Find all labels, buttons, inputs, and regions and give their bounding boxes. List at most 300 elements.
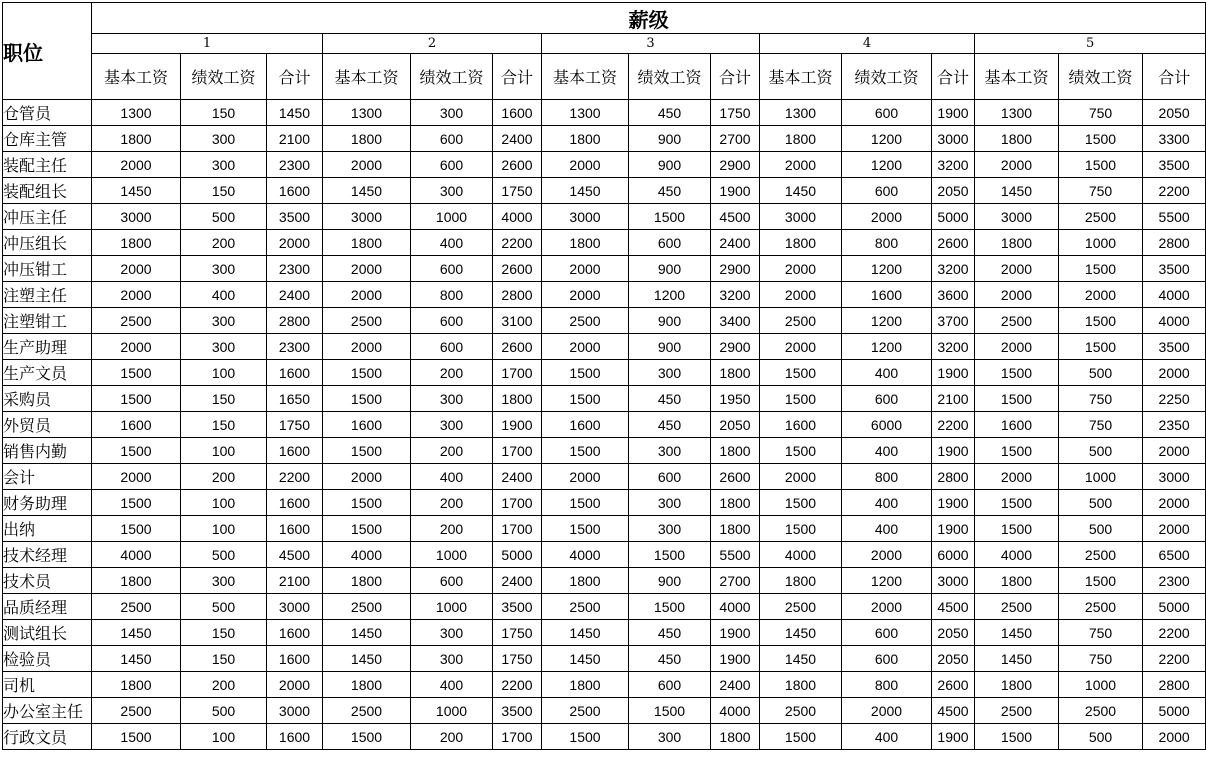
sub-header-grade1-total: 合计	[267, 54, 323, 100]
position-cell: 品质经理	[3, 594, 92, 620]
value-cell: 1200	[842, 152, 932, 178]
value-cell: 2000	[542, 282, 629, 308]
value-cell: 1800	[542, 230, 629, 256]
value-cell: 2000	[323, 464, 411, 490]
value-cell: 1200	[629, 282, 711, 308]
value-cell: 1900	[711, 178, 760, 204]
value-cell: 150	[181, 178, 267, 204]
value-cell: 2000	[542, 464, 629, 490]
table-row	[3, 126, 1206, 152]
value-cell: 1800	[760, 568, 842, 594]
value-cell: 1800	[975, 672, 1059, 698]
value-cell: 2800	[932, 464, 975, 490]
value-cell: 1500	[975, 490, 1059, 516]
value-cell: 1500	[975, 516, 1059, 542]
value-cell: 450	[629, 386, 711, 412]
position-cell: 装配组长	[3, 178, 92, 204]
value-cell: 500	[181, 204, 267, 230]
value-cell: 2400	[493, 126, 542, 152]
value-cell: 1500	[1059, 308, 1143, 334]
value-cell: 1800	[542, 672, 629, 698]
value-cell: 1800	[92, 126, 181, 152]
value-cell: 3500	[1143, 334, 1206, 360]
value-cell: 150	[181, 412, 267, 438]
value-cell: 200	[411, 724, 493, 750]
value-cell: 2500	[542, 594, 629, 620]
value-cell: 3000	[1143, 464, 1206, 490]
value-cell: 900	[629, 568, 711, 594]
value-cell: 2400	[493, 464, 542, 490]
value-cell: 400	[411, 672, 493, 698]
value-cell: 600	[629, 230, 711, 256]
value-cell: 1450	[760, 178, 842, 204]
value-cell: 3000	[760, 204, 842, 230]
value-cell: 2000	[267, 672, 323, 698]
value-cell: 1500	[760, 386, 842, 412]
value-cell: 2000	[92, 152, 181, 178]
value-cell: 1750	[267, 412, 323, 438]
value-cell: 1500	[975, 438, 1059, 464]
value-cell: 1800	[493, 386, 542, 412]
value-cell: 6000	[842, 412, 932, 438]
value-cell: 1800	[92, 672, 181, 698]
value-cell: 1000	[411, 542, 493, 568]
value-cell: 100	[181, 516, 267, 542]
value-cell: 3000	[975, 204, 1059, 230]
value-cell: 3200	[711, 282, 760, 308]
value-cell: 2000	[760, 464, 842, 490]
value-cell: 1500	[760, 438, 842, 464]
value-cell: 1500	[629, 542, 711, 568]
sub-header-grade1-performance-pay: 绩效工资	[181, 54, 267, 100]
value-cell: 2200	[1143, 620, 1206, 646]
value-cell: 2200	[1143, 646, 1206, 672]
value-cell: 2400	[493, 568, 542, 594]
sub-header-grade3-performance-pay: 绩效工资	[629, 54, 711, 100]
value-cell: 800	[842, 672, 932, 698]
value-cell: 1600	[267, 724, 323, 750]
value-cell: 1500	[1059, 256, 1143, 282]
value-cell: 2000	[842, 698, 932, 724]
value-cell: 4500	[711, 204, 760, 230]
value-cell: 100	[181, 360, 267, 386]
value-cell: 1500	[975, 360, 1059, 386]
value-cell: 500	[181, 594, 267, 620]
value-cell: 1600	[267, 620, 323, 646]
position-cell: 采购员	[3, 386, 92, 412]
value-cell: 3200	[932, 152, 975, 178]
value-cell: 1450	[323, 620, 411, 646]
position-cell: 注塑钳工	[3, 308, 92, 334]
value-cell: 150	[181, 646, 267, 672]
value-cell: 600	[411, 126, 493, 152]
table-row	[3, 672, 1206, 698]
value-cell: 6000	[932, 542, 975, 568]
value-cell: 3000	[92, 204, 181, 230]
value-cell: 1450	[975, 178, 1059, 204]
value-cell: 1800	[92, 568, 181, 594]
value-cell: 800	[842, 230, 932, 256]
value-cell: 1450	[323, 178, 411, 204]
value-cell: 1800	[975, 568, 1059, 594]
value-cell: 2800	[1143, 672, 1206, 698]
value-cell: 1500	[542, 438, 629, 464]
sub-header-grade1-base-pay: 基本工资	[92, 54, 181, 100]
value-cell: 1800	[975, 230, 1059, 256]
value-cell: 3500	[493, 698, 542, 724]
grade-header-3: 3	[542, 34, 760, 54]
value-cell: 2050	[932, 620, 975, 646]
value-cell: 5000	[493, 542, 542, 568]
table-row	[3, 412, 1206, 438]
value-cell: 600	[842, 178, 932, 204]
value-cell: 2600	[711, 464, 760, 490]
value-cell: 600	[411, 256, 493, 282]
value-cell: 1500	[92, 724, 181, 750]
value-cell: 900	[629, 334, 711, 360]
table-row	[3, 724, 1206, 750]
sub-header-grade2-total: 合计	[493, 54, 542, 100]
value-cell: 750	[1059, 620, 1143, 646]
value-cell: 1500	[323, 490, 411, 516]
value-cell: 600	[411, 334, 493, 360]
value-cell: 1200	[842, 334, 932, 360]
value-cell: 1800	[323, 126, 411, 152]
value-cell: 2200	[1143, 178, 1206, 204]
value-cell: 2500	[760, 308, 842, 334]
value-cell: 1000	[1059, 230, 1143, 256]
value-cell: 900	[629, 152, 711, 178]
table-row	[3, 568, 1206, 594]
value-cell: 300	[181, 334, 267, 360]
value-cell: 1600	[267, 516, 323, 542]
value-cell: 2500	[975, 308, 1059, 334]
grade-header-5: 5	[975, 34, 1206, 54]
value-cell: 2000	[1143, 490, 1206, 516]
value-cell: 2600	[493, 256, 542, 282]
value-cell: 1800	[542, 568, 629, 594]
value-cell: 200	[411, 438, 493, 464]
value-cell: 1650	[267, 386, 323, 412]
value-cell: 2000	[323, 152, 411, 178]
value-cell: 1300	[975, 100, 1059, 126]
value-cell: 2000	[542, 256, 629, 282]
value-cell: 1900	[932, 438, 975, 464]
value-cell: 1800	[711, 490, 760, 516]
value-cell: 2600	[493, 334, 542, 360]
value-cell: 2000	[760, 334, 842, 360]
sub-header-grade3-base-pay: 基本工资	[542, 54, 629, 100]
value-cell: 100	[181, 438, 267, 464]
value-cell: 1700	[493, 516, 542, 542]
value-cell: 3100	[493, 308, 542, 334]
value-cell: 3700	[932, 308, 975, 334]
value-cell: 4000	[542, 542, 629, 568]
value-cell: 3600	[932, 282, 975, 308]
value-cell: 2000	[542, 334, 629, 360]
value-cell: 100	[181, 724, 267, 750]
value-cell: 2500	[975, 698, 1059, 724]
value-cell: 3000	[932, 568, 975, 594]
value-cell: 5000	[932, 204, 975, 230]
value-cell: 500	[181, 542, 267, 568]
grade-header-1: 1	[92, 34, 323, 54]
value-cell: 200	[181, 230, 267, 256]
value-cell: 2700	[711, 568, 760, 594]
table-row	[3, 542, 1206, 568]
table-row	[3, 308, 1206, 334]
value-cell: 2500	[542, 308, 629, 334]
value-cell: 400	[842, 490, 932, 516]
sub-header-grade5-total: 合计	[1143, 54, 1206, 100]
value-cell: 1450	[542, 620, 629, 646]
sub-header-grade5-base-pay: 基本工资	[975, 54, 1059, 100]
value-cell: 400	[842, 360, 932, 386]
value-cell: 2900	[711, 334, 760, 360]
value-cell: 600	[842, 646, 932, 672]
value-cell: 150	[181, 620, 267, 646]
value-cell: 300	[411, 646, 493, 672]
value-cell: 600	[842, 386, 932, 412]
position-cell: 出纳	[3, 516, 92, 542]
value-cell: 4000	[92, 542, 181, 568]
value-cell: 1500	[760, 516, 842, 542]
value-cell: 1200	[842, 256, 932, 282]
value-cell: 1900	[932, 490, 975, 516]
value-cell: 2000	[323, 282, 411, 308]
value-cell: 3000	[932, 126, 975, 152]
value-cell: 1500	[629, 204, 711, 230]
value-cell: 2050	[711, 412, 760, 438]
value-cell: 3500	[1143, 256, 1206, 282]
value-cell: 4500	[267, 542, 323, 568]
value-cell: 2500	[323, 308, 411, 334]
sub-header-grade5-performance-pay: 绩效工资	[1059, 54, 1143, 100]
value-cell: 150	[181, 386, 267, 412]
value-cell: 3000	[542, 204, 629, 230]
value-cell: 300	[411, 100, 493, 126]
value-cell: 4000	[711, 698, 760, 724]
value-cell: 2100	[932, 386, 975, 412]
header-title-row	[3, 3, 1206, 34]
value-cell: 500	[1059, 360, 1143, 386]
value-cell: 600	[842, 100, 932, 126]
table-body	[3, 100, 1206, 750]
value-cell: 2500	[760, 594, 842, 620]
value-cell: 1000	[411, 594, 493, 620]
value-cell: 1450	[542, 178, 629, 204]
value-cell: 1900	[711, 646, 760, 672]
value-cell: 600	[411, 152, 493, 178]
value-cell: 1800	[323, 672, 411, 698]
value-cell: 4000	[493, 204, 542, 230]
value-cell: 500	[1059, 516, 1143, 542]
value-cell: 500	[1059, 438, 1143, 464]
value-cell: 2000	[760, 152, 842, 178]
value-cell: 3500	[1143, 152, 1206, 178]
value-cell: 1800	[711, 438, 760, 464]
value-cell: 500	[1059, 724, 1143, 750]
table-row	[3, 334, 1206, 360]
position-cell: 冲压钳工	[3, 256, 92, 282]
value-cell: 2050	[932, 178, 975, 204]
value-cell: 750	[1059, 386, 1143, 412]
value-cell: 6500	[1143, 542, 1206, 568]
value-cell: 600	[629, 464, 711, 490]
value-cell: 450	[629, 412, 711, 438]
value-cell: 1750	[493, 178, 542, 204]
value-cell: 1500	[92, 490, 181, 516]
value-cell: 4500	[932, 594, 975, 620]
value-cell: 1450	[267, 100, 323, 126]
value-cell: 2000	[92, 256, 181, 282]
value-cell: 1800	[711, 516, 760, 542]
value-cell: 2800	[493, 282, 542, 308]
table-row	[3, 204, 1206, 230]
value-cell: 2000	[1143, 360, 1206, 386]
value-cell: 2800	[267, 308, 323, 334]
grade-header-2: 2	[323, 34, 542, 54]
value-cell: 3000	[267, 698, 323, 724]
value-cell: 1750	[493, 646, 542, 672]
value-cell: 750	[1059, 100, 1143, 126]
position-cell: 办公室主任	[3, 698, 92, 724]
value-cell: 2200	[493, 672, 542, 698]
value-cell: 2000	[92, 334, 181, 360]
position-cell: 生产助理	[3, 334, 92, 360]
value-cell: 200	[411, 516, 493, 542]
value-cell: 1600	[267, 646, 323, 672]
value-cell: 450	[629, 100, 711, 126]
value-cell: 1600	[975, 412, 1059, 438]
value-cell: 1500	[760, 360, 842, 386]
value-cell: 400	[411, 464, 493, 490]
value-cell: 1450	[323, 646, 411, 672]
value-cell: 2000	[975, 282, 1059, 308]
value-cell: 1450	[92, 646, 181, 672]
value-cell: 1800	[760, 230, 842, 256]
value-cell: 3000	[323, 204, 411, 230]
value-cell: 2600	[493, 152, 542, 178]
table-row	[3, 100, 1206, 126]
value-cell: 2500	[975, 594, 1059, 620]
value-cell: 300	[411, 386, 493, 412]
value-cell: 2100	[267, 126, 323, 152]
value-cell: 200	[181, 672, 267, 698]
value-cell: 2050	[932, 646, 975, 672]
value-cell: 2500	[1059, 698, 1143, 724]
value-cell: 2000	[92, 282, 181, 308]
value-cell: 3200	[932, 256, 975, 282]
value-cell: 1500	[323, 724, 411, 750]
table-row	[3, 594, 1206, 620]
value-cell: 900	[629, 308, 711, 334]
value-cell: 2200	[932, 412, 975, 438]
value-cell: 2300	[267, 256, 323, 282]
value-cell: 2000	[267, 230, 323, 256]
value-cell: 2000	[323, 256, 411, 282]
value-cell: 2300	[1143, 568, 1206, 594]
value-cell: 200	[411, 360, 493, 386]
value-cell: 2350	[1143, 412, 1206, 438]
value-cell: 3200	[932, 334, 975, 360]
value-cell: 300	[411, 412, 493, 438]
value-cell: 400	[842, 516, 932, 542]
value-cell: 1800	[711, 724, 760, 750]
table-row	[3, 620, 1206, 646]
value-cell: 2400	[267, 282, 323, 308]
value-cell: 2200	[267, 464, 323, 490]
value-cell: 150	[181, 100, 267, 126]
value-cell: 1800	[760, 126, 842, 152]
value-cell: 1500	[975, 386, 1059, 412]
value-cell: 1900	[711, 620, 760, 646]
value-cell: 500	[1059, 490, 1143, 516]
value-cell: 450	[629, 620, 711, 646]
value-cell: 300	[629, 724, 711, 750]
table-row	[3, 464, 1206, 490]
value-cell: 1900	[493, 412, 542, 438]
value-cell: 2050	[1143, 100, 1206, 126]
salary-grade-title: 薪级	[92, 3, 1206, 34]
value-cell: 1450	[760, 646, 842, 672]
value-cell: 1450	[542, 646, 629, 672]
value-cell: 2100	[267, 568, 323, 594]
value-cell: 800	[842, 464, 932, 490]
value-cell: 200	[181, 464, 267, 490]
position-header: 职位	[3, 3, 92, 100]
value-cell: 450	[629, 178, 711, 204]
table-row	[3, 230, 1206, 256]
value-cell: 1500	[542, 516, 629, 542]
value-cell: 2500	[92, 308, 181, 334]
value-cell: 1500	[323, 360, 411, 386]
value-cell: 1800	[711, 360, 760, 386]
position-cell: 仓库主管	[3, 126, 92, 152]
value-cell: 1950	[711, 386, 760, 412]
value-cell: 1450	[92, 620, 181, 646]
value-cell: 1500	[92, 516, 181, 542]
value-cell: 1300	[760, 100, 842, 126]
value-cell: 1600	[267, 438, 323, 464]
value-cell: 2000	[323, 334, 411, 360]
value-cell: 400	[842, 438, 932, 464]
value-cell: 2000	[975, 464, 1059, 490]
value-cell: 3500	[493, 594, 542, 620]
value-cell: 1800	[975, 126, 1059, 152]
value-cell: 2600	[932, 230, 975, 256]
value-cell: 600	[411, 308, 493, 334]
value-cell: 1900	[932, 724, 975, 750]
value-cell: 2000	[842, 204, 932, 230]
value-cell: 1600	[92, 412, 181, 438]
table-row	[3, 646, 1206, 672]
value-cell: 1700	[493, 724, 542, 750]
table-row	[3, 282, 1206, 308]
value-cell: 2700	[711, 126, 760, 152]
position-cell: 冲压组长	[3, 230, 92, 256]
value-cell: 1500	[629, 594, 711, 620]
value-cell: 2000	[92, 464, 181, 490]
position-cell: 测试组长	[3, 620, 92, 646]
value-cell: 600	[629, 672, 711, 698]
value-cell: 4000	[1143, 282, 1206, 308]
value-cell: 1700	[493, 490, 542, 516]
position-cell: 冲压主任	[3, 204, 92, 230]
value-cell: 1750	[711, 100, 760, 126]
value-cell: 1000	[411, 204, 493, 230]
value-cell: 900	[629, 256, 711, 282]
